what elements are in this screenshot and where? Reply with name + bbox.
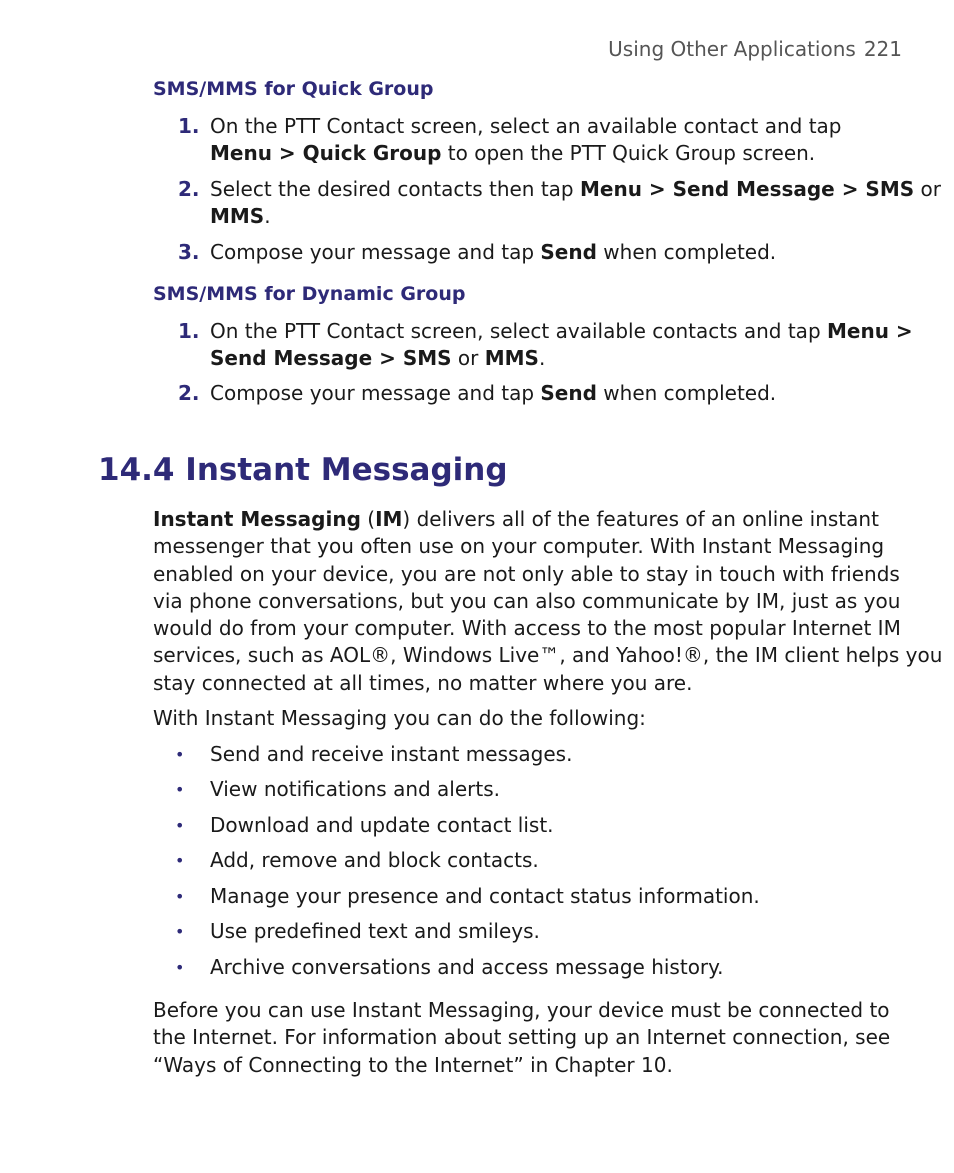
text-run: “Ways of Connecting to the Internet” in Chapter 10.: [153, 1052, 673, 1077]
step-number: 1.: [178, 319, 200, 343]
intro-paragraph: [153, 506, 943, 697]
bullet-icon: •: [175, 816, 185, 835]
text-run: (: [360, 507, 376, 531]
step-text: [210, 113, 890, 167]
list-intro: With Instant Messaging you can do the following:: [153, 706, 646, 730]
text-run: services, such as AOL®, Windows Live™, and Yahoo!®, the IM client helps you: [153, 643, 943, 668]
bullet-icon: •: [175, 922, 185, 941]
feature-text: Download and update contact list.: [210, 813, 554, 837]
text-run: On the PTT Contact screen, select available contacts and tap: [210, 319, 827, 343]
step-number: 1.: [178, 114, 200, 138]
text-run: or: [914, 177, 941, 201]
closing-paragraph: [153, 997, 893, 1079]
text-run: Before you can use Instant Messaging, your device must be connected to: [153, 998, 890, 1022]
text-run: .: [264, 204, 271, 228]
text-line: [153, 561, 900, 588]
bold-run: Menu >: [827, 319, 913, 343]
step-number: 3.: [178, 240, 200, 264]
text-line: [153, 1052, 893, 1079]
bold-run: Send: [540, 381, 597, 405]
step-text: [210, 239, 890, 266]
bold-run: Menu > Send Message > SMS: [579, 177, 915, 201]
text-line: [210, 318, 913, 345]
text-run: when completed.: [596, 240, 777, 264]
dynamic-group-heading: SMS/MMS for Dynamic Group: [153, 283, 466, 305]
text-run: to open the PTT Quick Group screen.: [441, 141, 816, 165]
text-run: or: [451, 346, 485, 370]
text-run: Compose your message and tap: [210, 240, 541, 264]
running-header: [608, 37, 902, 61]
step-text: [210, 176, 941, 230]
bold-run: IM: [375, 507, 403, 531]
step-number: 2.: [178, 177, 200, 201]
text-line: [210, 140, 890, 167]
text-line: [153, 533, 893, 560]
bullet-icon: •: [175, 780, 185, 799]
text-line: [210, 113, 890, 140]
text-run: Select the desired contacts then tap: [210, 177, 580, 201]
text-run: ) delivers all of the features of an online instant: [402, 507, 879, 531]
header-section-title: Using Other Applications: [608, 37, 856, 61]
page-number: 221: [863, 37, 902, 61]
text-run: via phone conversations, but you can also communicate by IM, just as you: [153, 588, 901, 613]
feature-text: Send and receive instant messages.: [210, 742, 573, 766]
text-line: [153, 670, 893, 697]
text-run: Compose your message and tap: [210, 381, 541, 405]
text-line: [153, 506, 893, 533]
quick-group-heading: SMS/MMS for Quick Group: [153, 78, 434, 100]
text-line: [153, 588, 901, 615]
text-run: .: [538, 346, 546, 370]
bullet-icon: •: [175, 958, 185, 977]
text-line: [153, 1024, 893, 1051]
text-run: enabled on your device, you are not only able to stay in touch with friends: [153, 561, 900, 586]
feature-text: Add, remove and block contacts.: [210, 848, 539, 872]
bold-run: MMS: [484, 346, 539, 370]
step-number: 2.: [178, 381, 200, 405]
bullet-icon: •: [175, 887, 185, 906]
bold-run: Send: [540, 240, 597, 264]
text-run: the Internet. For information about setting up an Internet connection, see: [153, 1025, 891, 1050]
text-run: when completed.: [596, 381, 777, 405]
bold-run: Send Message > SMS: [210, 346, 452, 370]
feature-text: View notifications and alerts.: [210, 777, 501, 801]
text-line: [210, 176, 941, 203]
text-run: stay connected at all times, no matter where you are.: [153, 670, 693, 695]
text-line: [210, 239, 890, 266]
text-line: [153, 642, 943, 669]
text-line: [210, 345, 890, 372]
bold-run: Menu > Quick Group: [210, 141, 442, 165]
step-text: [210, 380, 890, 407]
bullet-icon: •: [175, 851, 185, 870]
text-run: would do from your computer. With access to the most popular Internet IM: [153, 616, 901, 641]
text-line: [153, 997, 893, 1024]
text-line: [153, 615, 901, 642]
bullet-icon: •: [175, 745, 185, 764]
feature-text: Manage your presence and contact status information.: [210, 884, 760, 908]
section-title: 14.4 Instant Messaging: [98, 452, 508, 488]
step-text: [210, 318, 913, 372]
text-line: [210, 203, 890, 230]
bold-run: Instant Messaging: [153, 507, 361, 531]
text-line: [210, 380, 890, 407]
feature-text: Use predefined text and smileys.: [210, 919, 540, 943]
text-run: messenger that you often use on your computer. With Instant Messaging: [153, 534, 885, 559]
bold-run: MMS: [210, 204, 265, 228]
text-run: On the PTT Contact screen, select an available contact and tap: [210, 114, 842, 138]
feature-text: Archive conversations and access message history.: [210, 955, 724, 979]
